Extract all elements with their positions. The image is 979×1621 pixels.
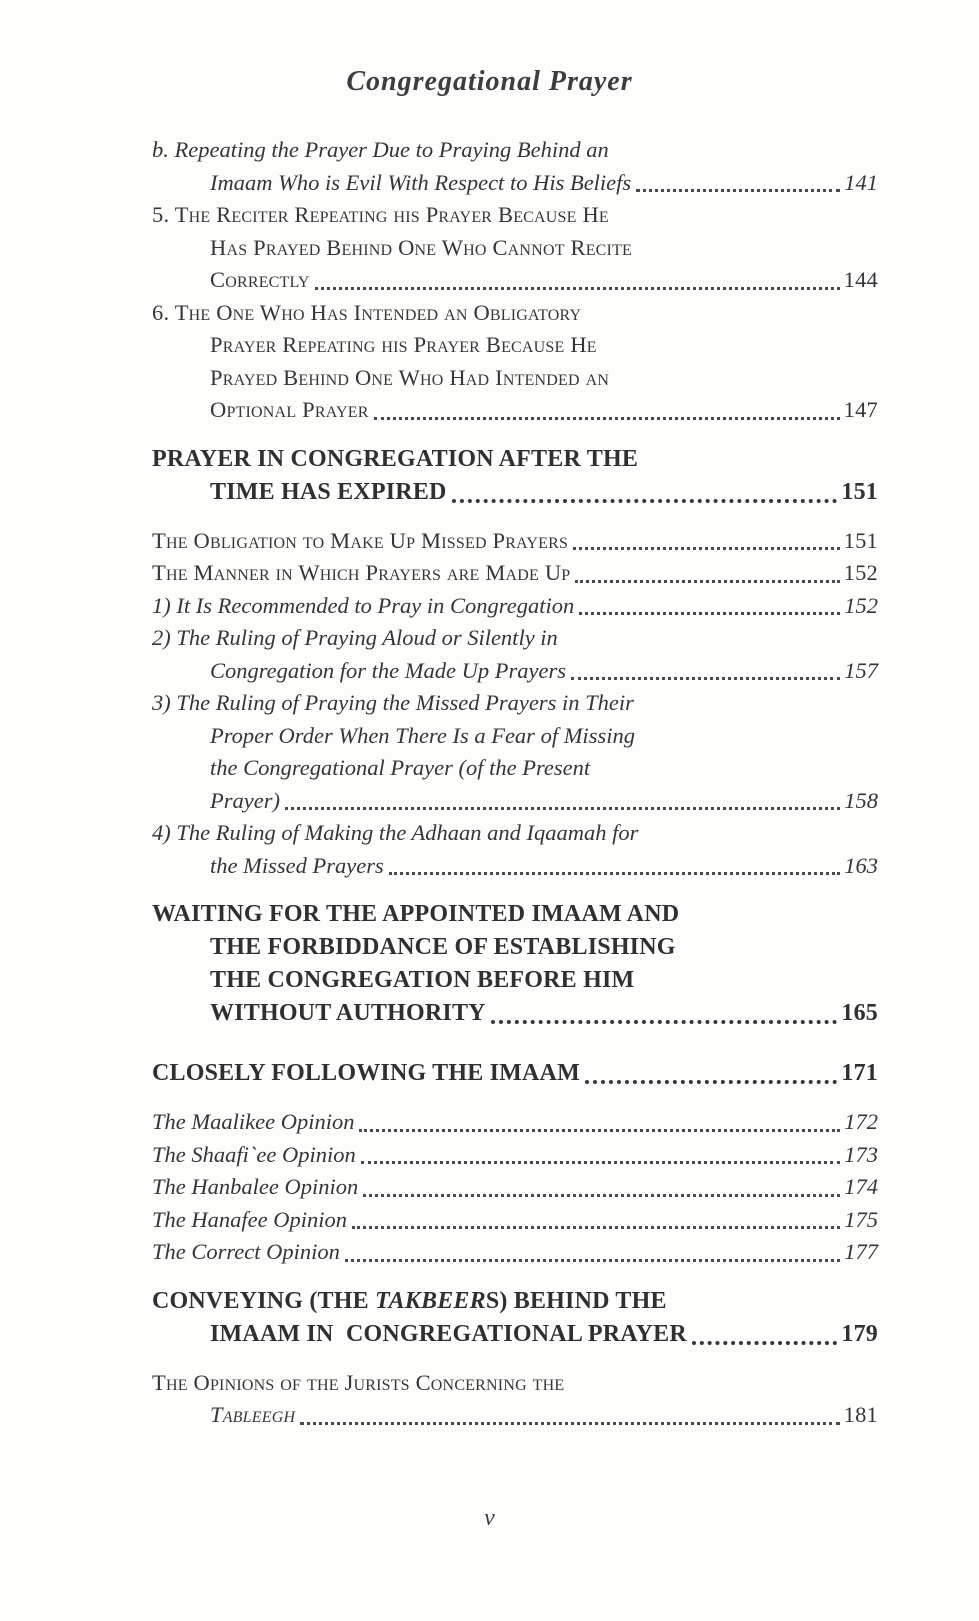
toc-line — [152, 1236, 878, 1269]
dot-leader — [389, 872, 841, 875]
toc-line-text: THE CONGREGATION BEFORE HIM — [210, 967, 635, 993]
toc-page-number: 171 — [841, 1060, 878, 1086]
toc-line-text: IMAAM IN CONGREGATIONAL PRAYER — [210, 1320, 687, 1347]
toc-page-number: 165 — [841, 1000, 878, 1026]
toc-line-text: 2) The Ruling of Praying Aloud or Silently in — [152, 625, 558, 650]
toc-entry — [152, 898, 878, 1030]
toc-line-text: Optional Prayer — [210, 397, 369, 422]
toc-line-text: CONVEYING (THE TAKBEERS) BEHIND THE — [152, 1287, 667, 1314]
toc-entry — [152, 1285, 878, 1351]
toc-page-number: 151 — [841, 478, 878, 505]
toc-page-number: 152 — [843, 560, 878, 585]
dot-leader — [315, 287, 840, 290]
toc-entry — [152, 525, 878, 558]
toc-line — [152, 525, 878, 558]
dot-leader — [359, 1129, 840, 1132]
toc-line-text: 6. The One Who Has Intended an Obligatory — [152, 299, 582, 325]
toc-line-text: the Missed Prayers — [210, 852, 384, 878]
toc-line-text: the Congregational Prayer (of the Present — [210, 755, 591, 780]
toc-line — [152, 622, 878, 655]
toc-entry — [152, 622, 878, 687]
toc-entry — [152, 134, 878, 199]
toc-line-text: Proper Order When There Is a Fear of Missing — [210, 722, 635, 748]
toc-line — [152, 850, 878, 883]
dot-leader — [374, 417, 840, 420]
toc-line-text: TIME HAS EXPIRED — [210, 478, 447, 505]
toc-entry — [152, 1106, 878, 1139]
toc-line — [152, 232, 878, 265]
toc-entry — [152, 1236, 878, 1269]
toc-line — [152, 394, 878, 427]
toc-page-number: 173 — [844, 1141, 878, 1167]
toc-line — [152, 329, 878, 362]
toc-page-number: 177 — [844, 1239, 878, 1264]
toc-page-number: 144 — [843, 267, 878, 292]
toc-page-number: 175 — [844, 1206, 878, 1232]
toc-page-number: 147 — [843, 397, 878, 422]
toc-line-text: Prayer Repeating his Prayer Because He — [210, 332, 597, 357]
toc-line — [152, 1399, 878, 1432]
dot-leader — [352, 1226, 840, 1229]
toc-line-text: The Manner in Which Prayers are Made Up — [152, 560, 571, 585]
dot-leader — [692, 1341, 837, 1345]
toc-line — [152, 1318, 878, 1351]
dot-leader — [285, 807, 840, 810]
toc-line — [152, 752, 878, 785]
toc-line-text: b. Repeating the Prayer Due to Praying Behind an — [152, 137, 609, 162]
toc-line — [152, 134, 878, 167]
toc-line-text: The Maalikee Opinion — [152, 1109, 355, 1134]
dot-leader — [300, 1422, 839, 1425]
toc-line — [152, 1106, 878, 1139]
toc-line — [152, 476, 878, 509]
dot-leader — [571, 677, 840, 680]
dot-leader — [585, 1080, 837, 1084]
toc-line — [152, 964, 878, 997]
dot-leader — [579, 612, 840, 615]
toc-line-text: WAITING FOR THE APPOINTED IMAAM AND — [152, 901, 680, 927]
toc-line-text: Correctly — [210, 267, 310, 292]
toc-line-text: Prayer) — [210, 787, 280, 813]
dot-leader — [575, 580, 839, 583]
toc-line-text: CLOSELY FOLLOWING THE IMAAM — [152, 1060, 580, 1086]
toc-line-text: 1) It Is Recommended to Pray in Congregation — [152, 592, 575, 618]
toc-line — [152, 931, 878, 964]
toc-line-text: Has Prayed Behind One Who Cannot Recite — [210, 234, 633, 260]
toc-line-text: The Hanafee Opinion — [152, 1206, 347, 1232]
toc-line — [152, 443, 878, 476]
toc-entry — [152, 687, 878, 817]
toc-page-number: 181 — [843, 1402, 878, 1427]
toc-page-number: 152 — [844, 592, 878, 618]
toc-line-text: 4) The Ruling of Making the Adhaan and Iqaamah for — [152, 820, 639, 845]
toc-line-text: 3) The Ruling of Praying the Missed Prayers in Their — [152, 690, 634, 715]
toc-line-text: Congregation for the Made Up Prayers — [210, 657, 567, 683]
toc-entry — [152, 1139, 878, 1172]
toc-line — [152, 362, 878, 395]
toc-line-text: Tableegh — [210, 1402, 296, 1427]
toc-page-number: 172 — [844, 1109, 878, 1134]
dot-leader — [491, 1020, 838, 1024]
toc-entry — [152, 817, 878, 882]
toc-entry — [152, 557, 878, 590]
toc-line-text: Prayed Behind One Who Had Intended an — [210, 364, 610, 390]
toc-entry — [152, 199, 878, 297]
dot-leader — [361, 1161, 841, 1164]
page-number-footer: v — [484, 1505, 495, 1531]
toc-page-number: 163 — [844, 852, 878, 878]
toc-entry — [152, 1367, 878, 1432]
toc-line — [152, 687, 878, 720]
toc-line-text: Imaam Who is Evil With Respect to His Beliefs — [210, 169, 632, 195]
dot-leader — [636, 189, 840, 192]
toc-page-number: 157 — [844, 657, 878, 683]
toc-line — [152, 1367, 878, 1400]
toc-page-number: 179 — [841, 1320, 878, 1347]
toc-line — [152, 1057, 878, 1090]
toc-entry — [152, 443, 878, 509]
toc-line — [152, 997, 878, 1030]
toc-entry — [152, 1204, 878, 1237]
toc-page-number: 141 — [844, 169, 878, 195]
toc-line — [152, 1204, 878, 1237]
toc-line-text: The Shaafi`ee Opinion — [152, 1141, 356, 1167]
toc-line-text: The Opinions of the Jurists Concerning the — [152, 1369, 565, 1395]
toc-line — [152, 1285, 878, 1318]
dot-leader — [573, 547, 840, 550]
toc-entry — [152, 297, 878, 427]
table-of-contents — [152, 134, 878, 1432]
dot-leader — [452, 499, 838, 503]
toc-line — [152, 785, 878, 818]
toc-line-text: PRAYER IN CONGREGATION AFTER THE — [152, 445, 639, 472]
dot-leader — [345, 1259, 840, 1262]
toc-page-number: 151 — [843, 527, 878, 553]
toc-line — [152, 590, 878, 623]
toc-line-text: 5. The Reciter Repeating his Prayer Because He — [152, 202, 609, 227]
dot-leader — [363, 1194, 840, 1197]
toc-entry — [152, 1171, 878, 1204]
running-header: Congregational Prayer — [346, 66, 633, 97]
toc-entry — [152, 590, 878, 623]
toc-line — [152, 1171, 878, 1204]
toc-line — [152, 655, 878, 688]
toc-entry — [152, 1057, 878, 1090]
toc-line-text: WITHOUT AUTHORITY — [210, 1000, 486, 1026]
toc-line — [152, 1139, 878, 1172]
toc-line-text: The Obligation to Make Up Missed Prayers — [152, 527, 569, 553]
toc-line-text: THE FORBIDDANCE OF ESTABLISHING — [210, 934, 676, 960]
toc-line — [152, 199, 878, 232]
toc-line — [152, 167, 878, 200]
toc-line — [152, 720, 878, 753]
toc-line — [152, 297, 878, 330]
toc-page-number: 158 — [844, 787, 878, 813]
toc-line — [152, 557, 878, 590]
toc-line — [152, 817, 878, 850]
toc-line — [152, 898, 878, 931]
toc-line — [152, 264, 878, 297]
toc-page-number: 174 — [844, 1174, 878, 1199]
toc-line-text: The Hanbalee Opinion — [152, 1174, 359, 1199]
toc-line-text: The Correct Opinion — [152, 1239, 340, 1264]
